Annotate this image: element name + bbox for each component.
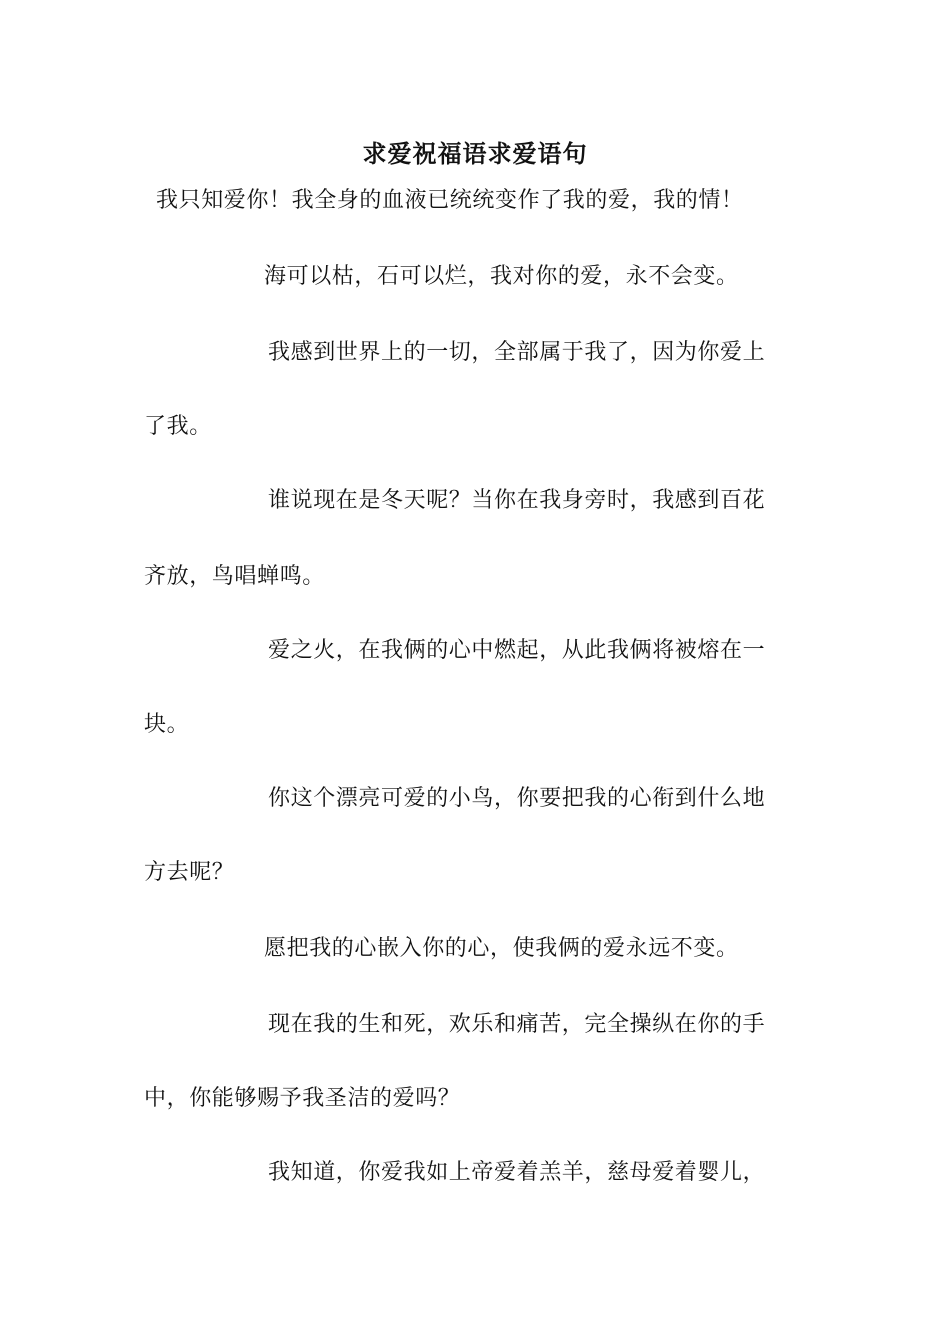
- text-line-11: 愿把我的心嵌入你的心，使我俩的爱永远不变。: [264, 936, 739, 961]
- text-line-3: 我感到世界上的一切，全部属于我了，因为你爱上: [268, 340, 766, 365]
- document-title: 求爱祝福语求爱语句: [362, 139, 588, 168]
- text-line-5: 谁说现在是冬天呢？当你在我身旁时，我感到百花: [268, 488, 766, 513]
- text-line-7: 爱之火，在我俩的心中燃起，从此我俩将被熔在一: [268, 638, 766, 663]
- text-line-9: 你这个漂亮可爱的小鸟，你要把我的心衔到什么地: [268, 786, 766, 811]
- text-line-4: 了我。: [144, 414, 212, 439]
- text-line-8: 块。: [144, 712, 190, 737]
- text-line-2: 海可以枯，石可以烂，我对你的爱，永不会变。: [264, 264, 739, 289]
- text-line-13: 中，你能够赐予我圣洁的爱吗？: [144, 1086, 461, 1111]
- text-line-12: 现在我的生和死，欢乐和痛苦，完全操纵在你的手: [268, 1012, 766, 1037]
- text-line-6: 齐放，鸟唱蝉鸣。: [144, 564, 325, 589]
- text-line-14: 我知道，你爱我如上帝爱着羔羊，慈母爱着婴儿，: [268, 1160, 766, 1185]
- text-line-10: 方去呢？: [144, 860, 235, 885]
- text-line-1: 我只知爱你！我全身的血液已统统变作了我的爱，我的情！: [156, 188, 744, 213]
